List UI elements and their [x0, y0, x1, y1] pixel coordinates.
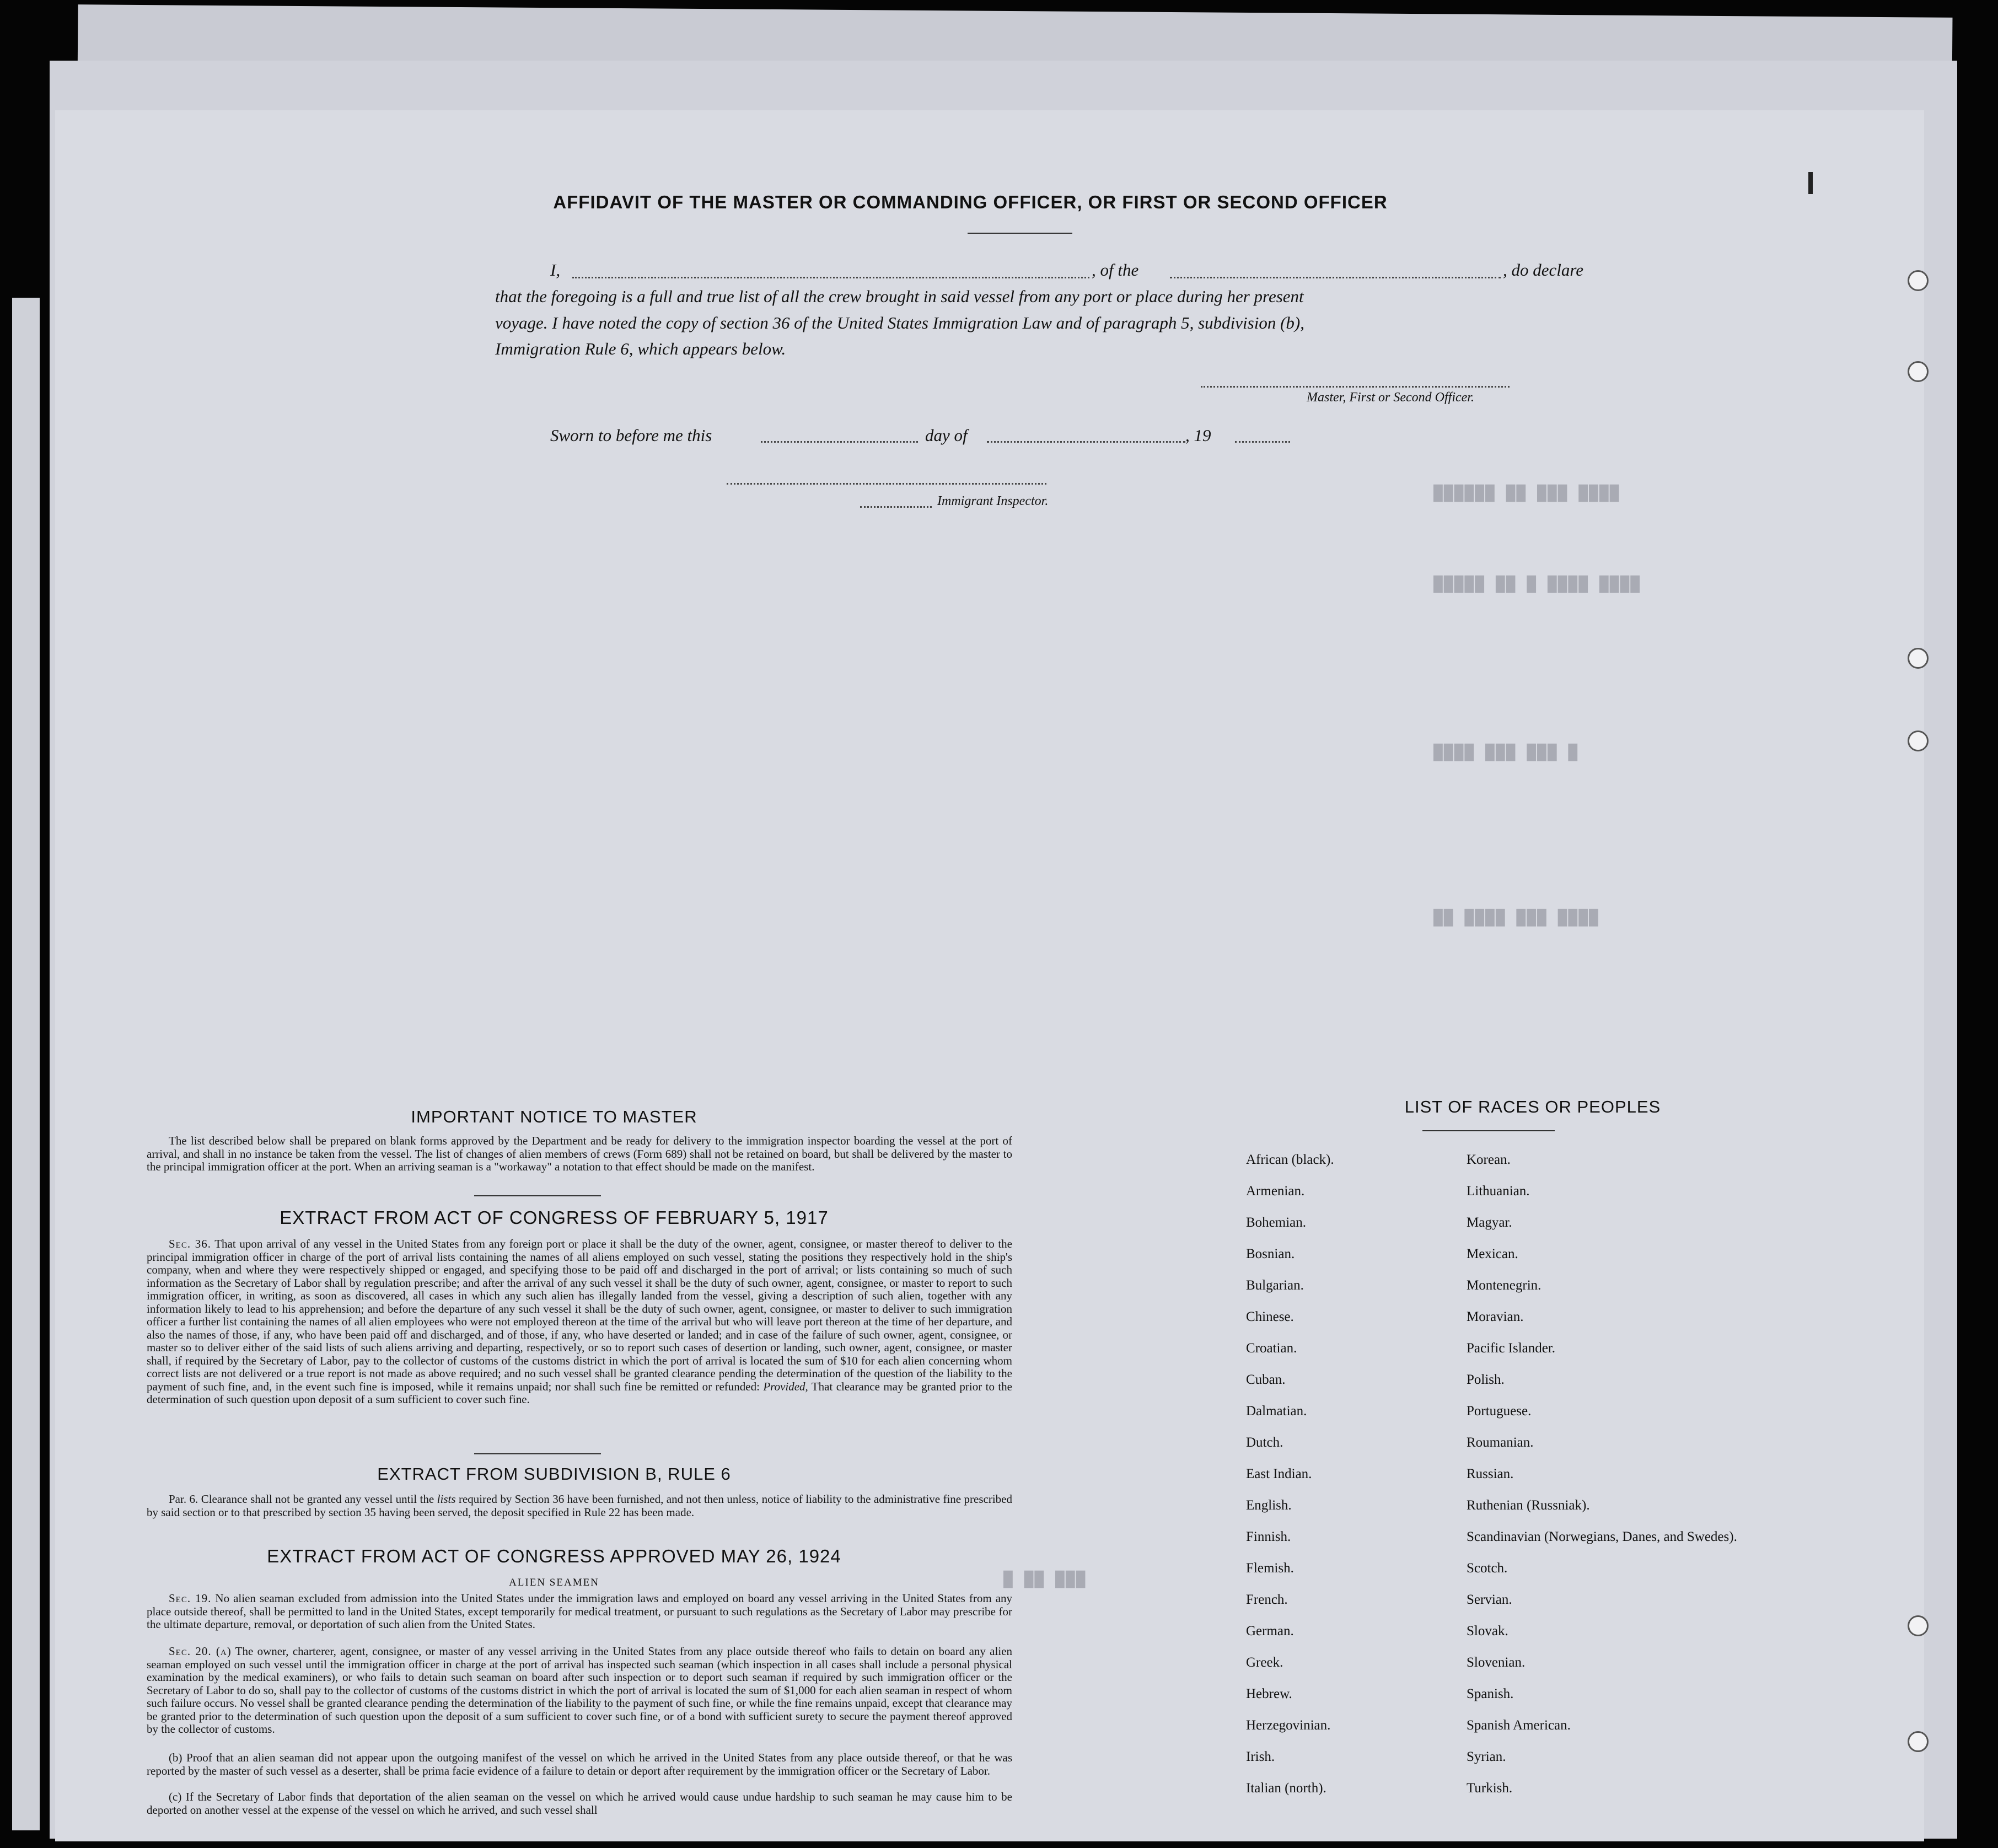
race-item: Irish. — [1246, 1749, 1275, 1764]
affidavit-title: AFFIDAVIT OF THE MASTER OR COMMANDING OFFICER, OR FIRST OR SECOND OFFICER — [553, 192, 1388, 212]
affidavit-pronoun: I, — [550, 260, 561, 280]
sec20-body: The owner, charterer, agent, consignee, or master of any vessel arriving in the United States from any place outside thereof who fails to detain on board any alien seaman employed on such vessel until the immigration officer in charge at the port of arrival has inspected such seaman (which inspection in all cases shall include a personal physical examination by the medical examiners), or who fails to detain such seaman on board after such inspection or to deport such seaman if required by such immigration officer or the Secretary of Labor to do so, shall pay to the collector of customs of the customs district in which the port of arrival is located the sum of $1,000 for each alien seaman in respect of whom such failure occurs. No vessel shall be granted clearance pending the determination of the liability to the payment of such fine, or while the fine remains unpaid, except that clearance may be granted prior to the determination of such question upon the deposit of a sum sufficient to cover such fine, or of a bond with sufficient surety to secure the payment thereof approved by the collector of customs. — [147, 1645, 1012, 1736]
binder-hole — [1908, 730, 1929, 751]
race-item: Bohemian. — [1246, 1215, 1307, 1230]
extract-rule6-title: EXTRACT FROM SUBDIVISION B, RULE 6 — [377, 1464, 731, 1484]
affidavit-line-3: Immigration Rule 6, which appears below. — [495, 339, 786, 358]
rule6-text-b: required by Section 36 have been furnished, and not then unless, notice of liability to the administrative fine prescribed by said section or to that prescribed by section 35 having been served, the deposit specified in Rule 22 has been made. — [147, 1492, 1012, 1519]
race-item: Dutch. — [1246, 1435, 1283, 1450]
race-item: French. — [1246, 1592, 1288, 1607]
sec19-text — [147, 1592, 1012, 1631]
race-item: Spanish. — [1467, 1686, 1514, 1701]
inspector-name-blank[interactable] — [860, 506, 932, 508]
race-item: Polish. — [1467, 1372, 1505, 1387]
race-item: Servian. — [1467, 1592, 1512, 1607]
race-item: Spanish American. — [1467, 1718, 1571, 1733]
race-item: Scandinavian (Norwegians, Danes, and Swedes). — [1467, 1529, 1737, 1544]
sec20-label: Sec. 20. (a) — [169, 1645, 232, 1658]
affidavit-do-declare: , do declare — [1503, 260, 1584, 280]
race-item: Scotch. — [1467, 1561, 1508, 1576]
race-item: East Indian. — [1246, 1466, 1312, 1481]
race-item: Bulgarian. — [1246, 1278, 1304, 1293]
race-item: Roumanian. — [1467, 1435, 1534, 1450]
inspector-label: Immigrant Inspector. — [937, 494, 1049, 508]
sec20-b-text: (b) Proof that an alien seaman did not appear upon the outgoing manifest of the vessel on which he arrived in the United States from any place outside thereof, or that he was reported by the master of such vessel as a deserter, shall be prima facie evidence of a failure to detain or deport after requirement by the immigration officer or the Secretary of Labor. — [147, 1751, 1012, 1777]
section-body: That upon arrival of any vessel in the United States from any foreign port or place it shall be the duty of the owner, agent, consignee, or master thereof to deliver to the principal immigration officer in charge of the port of arrival lists containing the names of all aliens employed on such vessel, stating the positions they respectively hold in the ship's company, when and where they were respectively shipped or engaged, and specifying those to be paid off and discharged in the port of arrival; or lists containing so much of such information as the Secretary of Labor shall by regulation prescribe; and after the arrival of any such vessel it shall be the duty of such owner, agent, consignee, or master to report to such immigration officer, in writing, as soon as discovered, all cases in which any such alien has illegally landed from the vessel, giving a description of such alien, together with any information likely to lead to his apprehension; and before the departure of any such vessel it shall be the duty of such owner, agent, consignee, or master to deliver to such immigration officer a further list containing the names of all alien employees who were not employed thereon at the time of the arrival but who will leave port thereon at the time of her departure, and also the names of those, if any, who have been paid off and discharged, and of those, if any, who have deserted or landed; and in case of the failure of such owner, agent, consignee, or master so to deliver either of the said lists of such aliens arriving and departing, respectively, or so to report such cases of desertion or landing, such owner, agent, consignee, or master shall, if required by the Secretary of Labor, pay to the collector of customs of the customs district in which the port of arrival is located the sum of $10 for each alien concerning whom correct lists are not delivered or a true report is not made as above required; and no such vessel shall be granted clearance pending the determination of the question of the liability to the payment of such fine, and, in the event such fine is imposed, while it remains unpaid; nor shall such fine be remitted or refunded: — [147, 1237, 1012, 1393]
notice-text: The list described below shall be prepared on blank forms approved by the Department and be ready for delivery to the immigration inspector boarding the vessel at the port of arrival, and shall in no instance be taken from the vessel. The list of changes of alien members of crews (Form 689) shall not be retained on board, but shall be delivered by the master to the principal immigration officer at the port. When an arriving seaman is a "workaway" a notation to that effect should be made on the manifest. — [147, 1134, 1012, 1173]
race-item: Italian (north). — [1246, 1781, 1326, 1796]
section-divider — [474, 1195, 601, 1196]
sec20-text — [147, 1645, 1012, 1736]
sworn-year-blank[interactable] — [1235, 441, 1290, 443]
name-blank[interactable] — [572, 277, 1089, 278]
race-item: Russian. — [1467, 1466, 1514, 1481]
inspector-signature-blank[interactable] — [727, 483, 1046, 485]
race-item: Flemish. — [1246, 1561, 1294, 1576]
rule6-lists-word: lists — [437, 1492, 456, 1506]
section-divider — [474, 1453, 601, 1454]
races-title: LIST OF RACES OR PEOPLES — [1404, 1097, 1661, 1116]
left-edge-strip — [12, 298, 40, 1830]
race-item: Armenian. — [1246, 1184, 1305, 1199]
sworn-label: Sworn to before me this — [550, 426, 712, 445]
affidavit-line-2: voyage. I have noted the copy of section 36 of the United States Immigration Law and of paragraph 5, subdivision (b), — [495, 313, 1304, 332]
race-item: Croatian. — [1246, 1341, 1297, 1356]
sec20-c-text: (c) If the Secretary of Labor finds that deportation of the alien seaman on the vessel on which he arrived would cause undue hardship to such seaman he may cause him to be deported on another vessel at the expense of the vessel on which he arrived, and such vessel shall — [147, 1791, 1012, 1817]
extract-1917-text — [147, 1238, 1012, 1406]
sworn-month-blank[interactable] — [987, 441, 1185, 443]
corner-tick-mark — [1808, 172, 1813, 194]
proviso-label: Provided, — [763, 1379, 808, 1393]
day-of-label: day of — [925, 426, 968, 445]
race-item: Turkish. — [1467, 1781, 1513, 1796]
races-right-column — [1467, 1152, 1737, 1812]
document-page: ██████ ██ ███ ████ █████ ██ █ ████ ████ ████ ███ ███ █ ██ ████ ███ ████ █ ██ ███ AFFIDAVIT OF THE MASTER OR COMMANDING OFFICER, OR FIRST OR SECOND OFFICER I, , of the , do declare that the foregoing is a full and true list of all the crew brought in said vessel from any port or place during her present voyage. I have noted the copy of section 36 of the United States Immigration Law and of paragraph 5, subdivision (b), Immigration Rule 6, which appears below. Master, First or Second Officer. Sworn to before me this day of , 19 Immigrant Inspector. IMPORTANT NOTICE TO MASTER The list described below shall be prepared on blank forms approved by the Department and be ready for delivery to the immigration inspector boarding the vessel at the port of arrival, and shall in no instance be taken from the vessel. The list of changes of alien members of crews (Form 689) shall not be retained on board, but shall be delivered by the master to the principal immigration officer at the port. When an arriving seaman is a "workaway" a notation to that effect should be made on the manifest. EXTRACT FROM ACT OF CONGRESS OF FEBRUARY 5, 1917 Sec. 36. That upon arrival of any vessel in the United States from any foreign port or place it shall be the duty of the owner, agent, consignee, or master thereof to deliver to the principal immigration officer in charge of the port of arrival lists containing the names of all aliens employed on such vessel, stating the positions they respectively hold in the ship's company, when and where they were respectively shipped or engaged, and specifying those to be paid off and discharged in the port of arrival; or lists containing so much of such information as the Secretary of Labor shall by regulation prescribe; and after the arrival of any such vessel it shall be the duty of such owner, agent, consignee, or master to report to such immigration officer, in writing, as soon as discovered, all cases in which any such alien has illegally landed from the vessel, giving a description of such alien, together with any information likely to lead to his apprehension; and before the departure of any such vessel it shall be the duty of such owner, agent, consignee, or master to deliver to such immigration officer a further list containing the names of all alien employees who were not employed thereon at the time of the arrival but who will leave port thereon at the time of her departure, and also the names of those, if any, who have been paid off and discharged, and of those, if any, who have deserted or landed; and in case of the failure of such owner, agent, consignee, or master so to deliver either of the said lists of such aliens arriving and departing, respectively, or so to report such cases of desertion or landing, such owner, agent, consignee, or master shall, if required by the Secretary of Labor, pay to the collector of customs of the customs district in which the port of arrival is located the sum of $10 for each alien concerning whom correct lists are not delivered or a true report is not made as above required; and no such vessel shall be granted clearance pending the determination of the question of the liability to the payment of such fine, and, in the event such fine is imposed, while it remains unpaid; nor shall such fine be remitted or refunded: Provided, That clearance may be granted prior to the determination of such question upon deposit of a sum sufficient to cover such fine. EXTRACT FROM SUBDIVISION B, RULE 6 Par. 6. Clearance shall not be granted any vessel until the lists required by Section 36 have been furnished, and not then unless, notice of liability to the administrative fine prescribed by said section or to that prescribed by section 35 having been served, the deposit specified in Rule 22 has been made. EXTRACT FROM ACT OF CONGRESS APPROVED MAY 26, 1924 ALIEN SEAMEN Sec. 19. No alien seaman excluded from admission into the United States under the immigration laws and employed on board any vessel arriving in the United States from any place outside thereof, shall be permitted to land in the United States, except temporarily for medical treatment, or pursuant to such regulations as the Secretary of Labor may prescribe for the ultimate departure, removal, or deportation of such alien from the United States. Sec. 20. (a) The owner, charterer, agent, consignee, or master of any vessel arriving in the United States from any place outside thereof who fails to detain on board any alien seaman employed on such vessel until the immigration officer in charge at the port of arrival has inspected such seaman (which inspection in all cases shall include a personal physical examination by the medical examiners), or who fails to detain such seaman on board after such inspection or to deport such seaman if required by such immigration officer or the Secretary of Labor to do so, shall pay to the collector of customs of the customs district in which the port of arrival is located the sum of $1,000 for each alien seaman in respect of whom such failure occurs. No vessel shall be granted clearance pending the determination of the liability to the payment of such fine, or while the fine remains unpaid, except that clearance may be granted prior to the determination of such question upon the deposit of a sum sufficient to cover such fine, or of a bond with sufficient surety to secure the payment thereof approved by the collector of customs. (b) Proof that an alien seaman did not appear upon the outgoing manifest of the vessel on which he arrived in the United States from any place outside thereof, or that he was reported by the master of such vessel as a deserter, shall be prima facie evidence of a failure to detain or deport after requirement by the immigration officer or the Secretary of Labor. (c) If the Secretary of Labor finds that deportation of the alien seaman on the vessel on which he arrived would cause undue hardship to such seaman he may cause him to be deported on another vessel at the expense of the vessel on which he arrived, and such vessel shall LIST OF RACES OR PEOPLES African (black). Armenian. Bohemian. Bosnian. Bulgarian. Chinese. Croatian. Cuban. Dalmatian. Dutch. East Indian. English. Finnish. Flemish. French. German. Greek. Hebrew. Herzegovinian. Irish. Italian (north). Korean. Lithuanian. Magyar. Mexican. Montenegrin. Moravian. Pacific Islander. Polish. Portuguese. Roumanian. Russian. Ruthenian (Russniak). Scandinavian (Norwegians, Danes, and Swedes). Scotch. Servian. Slovak. Slovenian. Spanish. Spanish American. Syrian. Turkish. — [55, 110, 1924, 1841]
race-item: Slovenian. — [1467, 1655, 1526, 1670]
affidavit-of-the: , of the — [1092, 260, 1139, 280]
race-item: Syrian. — [1467, 1749, 1506, 1764]
race-item: English. — [1246, 1498, 1292, 1513]
notice-title: IMPORTANT NOTICE TO MASTER — [411, 1107, 697, 1126]
rule6-text-a: Par. 6. Clearance shall not be granted any vessel until the — [169, 1492, 434, 1506]
affidavit-line-1: that the foregoing is a full and true list of all the crew brought in said vessel from any port or place during her present — [495, 287, 1304, 306]
binder-hole — [1908, 1615, 1929, 1636]
title-underline — [968, 233, 1072, 234]
proviso-text: That clearance may be granted prior to the determination of such question upon deposit of a sum sufficient to cover such fine. — [147, 1379, 1013, 1406]
section-label: Sec. 36. — [169, 1237, 211, 1250]
race-item: German. — [1246, 1624, 1294, 1639]
signature-label: Master, First or Second Officer. — [1307, 390, 1474, 405]
extract-rule6-text — [147, 1493, 1012, 1519]
binder-hole — [1908, 270, 1929, 291]
race-item: Cuban. — [1246, 1372, 1286, 1387]
race-item: Portuguese. — [1467, 1404, 1532, 1419]
race-item: Mexican. — [1467, 1247, 1518, 1261]
signature-blank[interactable] — [1201, 386, 1510, 388]
race-item: Montenegrin. — [1467, 1278, 1542, 1293]
race-item: Greek. — [1246, 1655, 1283, 1670]
race-item: Bosnian. — [1246, 1247, 1295, 1261]
sec19-label: Sec. 19. — [169, 1592, 212, 1605]
race-item: Finnish. — [1246, 1529, 1291, 1544]
races-title-underline — [1422, 1130, 1555, 1131]
alien-seamen-subtitle: ALIEN SEAMEN — [509, 1577, 599, 1588]
race-item: Korean. — [1467, 1152, 1511, 1167]
race-item: Magyar. — [1467, 1215, 1512, 1230]
race-item: Pacific Islander. — [1467, 1341, 1556, 1356]
binder-hole — [1908, 648, 1929, 669]
extract-1917-title: EXTRACT FROM ACT OF CONGRESS OF FEBRUARY 5, 1917 — [280, 1207, 829, 1228]
extract-1924-title: EXTRACT FROM ACT OF CONGRESS APPROVED MAY 26, 1924 — [267, 1546, 841, 1566]
race-item: Slovak. — [1467, 1624, 1508, 1639]
race-item: Dalmatian. — [1246, 1404, 1307, 1419]
races-left-column — [1246, 1152, 1334, 1812]
sec19-body: No alien seaman excluded from admission into the United States under the immigration laws and employed on board any vessel arriving in the United States from any place outside thereof, shall be permitted to land in the United States, except temporarily for medical treatment, or pursuant to such regulations as the Secretary of Labor may prescribe for the ultimate departure, removal, or deportation of such alien from the United States. — [147, 1592, 1013, 1631]
race-item: Ruthenian (Russniak). — [1467, 1498, 1590, 1513]
year-prefix: , 19 — [1185, 426, 1211, 445]
race-item: Hebrew. — [1246, 1686, 1292, 1701]
binder-hole — [1908, 1731, 1929, 1752]
race-item: Moravian. — [1467, 1309, 1524, 1324]
sworn-day-blank[interactable] — [761, 441, 918, 443]
race-item: African (black). — [1246, 1152, 1334, 1167]
race-item: Herzegovinian. — [1246, 1718, 1331, 1733]
binder-hole — [1908, 361, 1929, 382]
race-item: Chinese. — [1246, 1309, 1294, 1324]
vessel-blank[interactable] — [1170, 277, 1501, 278]
race-item: Lithuanian. — [1467, 1184, 1530, 1199]
